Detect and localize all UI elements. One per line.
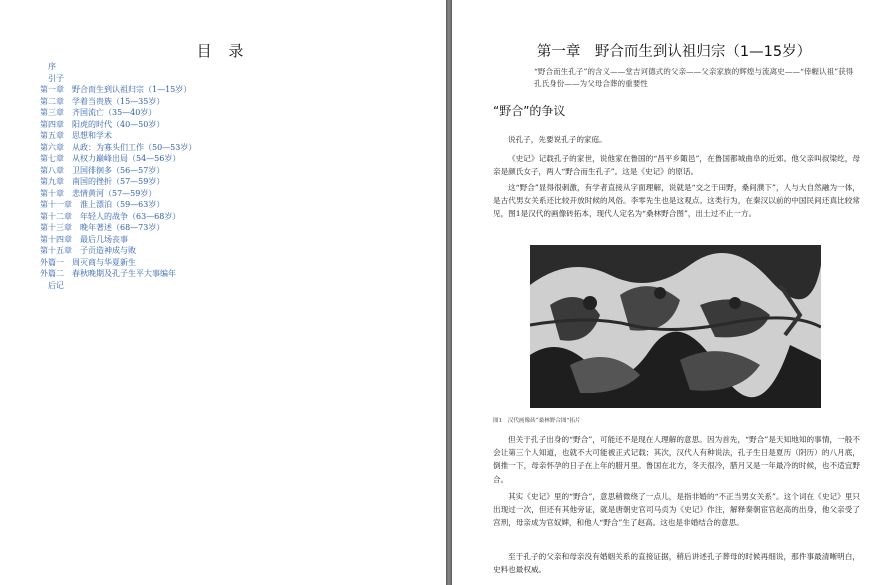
paragraph: 其实《史记》里的“野合”，意思稍微绕了一点儿，是指非婚的“不正当男女关系”。这个词在《史记》里只出现过一次，但还有其他旁证，就是唐朝史官司马贞为《史记》作注，解释秦朝宦官赵高的出身，他父亲受了宫刑，母亲成为官奴婢，和他人“野合”生了赵高。这也是非婚结合的意思。	[493, 492, 860, 528]
toc-item-ch6[interactable]: 第六章 从政：为寡头们工作（50—53岁）	[40, 142, 197, 152]
toc-item-ch1[interactable]: 第一章 野合而生到认祖归宗（1—15岁）	[40, 85, 192, 94]
toc-item-ch12[interactable]: 第十二章 年轻人的战争（63—68岁）	[40, 211, 181, 221]
toc-item-intro[interactable]: 引子	[48, 73, 64, 83]
toc-item-ch5[interactable]: 第五章 思想和学术	[40, 131, 112, 140]
toc-item-ch13[interactable]: 第十三章 晚年著述（68—73岁）	[40, 223, 165, 232]
relief-rubbing-illustration	[530, 245, 821, 408]
paragraph: 说孔子，先要说孔子的家庭。	[508, 135, 607, 144]
toc-item-ch11[interactable]: 第十一章 淮上漂泊（59—63岁）	[40, 200, 165, 209]
section-heading: “野合”的争议	[493, 104, 566, 118]
paragraph: 这“野合”显得很刺激，有学者直接从字面理解，说就是“交之于田野，桑间濮下”，人与大自然融为一体，是古代男女关系还比较开放时候的风俗。李零先生也是这观点。这类行为，在秦汉以前的中国民间还真比较常见，图1是汉代的画像砖拓本，现代人定名为“桑林野合图”，出土过不止一方。	[493, 183, 860, 219]
toc-item-ch10[interactable]: 第十章 悲情黄河（57—59岁）	[40, 188, 157, 198]
figure-caption: 图1 汉代画像砖“桑林野合图”拓片	[493, 418, 581, 424]
toc-item-ch3[interactable]: 第三章 齐国流亡（35—40岁）	[40, 108, 157, 117]
paragraph: 至于孔子的父亲和母亲没有婚姻关系的直接证据，稍后讲述孔子葬母的时候再细说，那件事最清晰明白，史料也最权威。	[493, 552, 860, 575]
toc-item-ch2[interactable]: 第二章 学着当贵族（15—35岁）	[40, 96, 165, 106]
toc-item-ch14[interactable]: 第十四章 最后几场丧事	[40, 234, 128, 244]
toc-item-preface[interactable]: 序	[48, 62, 56, 71]
toc-item-appendix1[interactable]: 外篇一 周灭商与华夏新生	[40, 257, 136, 267]
toc-item-ch4[interactable]: 第四章 阳虎的时代（40—50岁）	[40, 119, 165, 129]
toc-item-afterword[interactable]: 后记	[48, 280, 64, 290]
toc-item-ch8[interactable]: 第八章 卫国徘徊多（56—57岁）	[40, 165, 165, 175]
toc-item-appendix2[interactable]: 外篇二 春秋晚期及孔子生平大事编年	[40, 269, 176, 278]
toc-item-ch7[interactable]: 第七章 从权力巅峰出局（54—56岁）	[40, 154, 181, 163]
paragraph: 《史记》记载孔子的家世，说他家在鲁国的“昌平乡陬邑”，在鲁国都城曲阜的近郊。他父亲叫叔梁纥，母亲是颜氏女子，两人“野合而生孔子”。这是《史记》的原话。	[493, 154, 860, 177]
chapter-title: 第一章 野合而生到认祖归宗（1—15岁）	[536, 44, 812, 60]
chapter-summary: “野合而生孔子”的含义——堂吉诃德式的父亲——父亲家族的辉煌与流离史——“倖幄认祖”获得孔氏身份——为父母合葬的重要性	[534, 67, 854, 88]
rubbing-image	[530, 245, 821, 408]
toc-list	[40, 61, 204, 291]
paragraph: 但关于孔子出身的“野合”，可能还不是现在人理解的意思。因为首先，“野合”是天知地知的事情，一般不会让第三个人知道，也就不大可能被正式记载；其次，汉代人有种说法，孔子生日是夏历（阴历）的八月底，倒推一下，母亲怀孕的日子在上年的腊月里。鲁国在北方，冬天很冷，腊月又是一年最冷的时候，也不适宜野合。	[493, 435, 860, 484]
toc-title: 目 录	[196, 42, 250, 60]
toc-item-ch9[interactable]: 第九章 南国的挫折（57—59岁）	[40, 177, 165, 186]
toc-item-ch15[interactable]: 第十五章 子贡造神成与败	[40, 246, 136, 255]
